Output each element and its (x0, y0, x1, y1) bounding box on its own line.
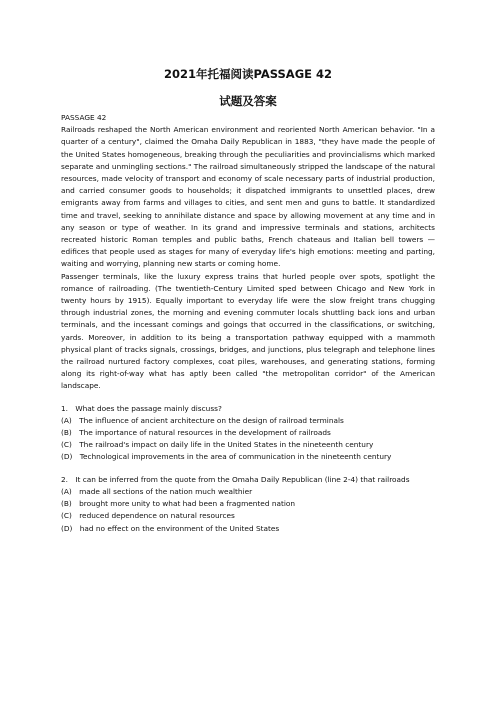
document-title: 2021年托福阅读PASSAGE 42 (163, 67, 333, 81)
question-2-option-c: (C) reduced dependence on natural resources (61, 511, 235, 521)
question-1 (61, 403, 435, 464)
question-1-option-c: (C) The railroad's impact on daily life in the United States in the nineteenth century (61, 440, 374, 450)
document-subtitle: 试题及答案 (219, 94, 277, 108)
question-2-option-d: (D) had no effect on the environment of the United States (61, 523, 280, 533)
question-1-option-b: (B) The importance of natural resources in the development of railroads (61, 428, 331, 438)
question-2-stem: 2. It can be inferred from the quote from the Omaha Daily Republican (line 2-4) that railroads (61, 474, 410, 484)
document-body (61, 112, 435, 535)
question-1-stem: 1. What does the passage mainly discuss? (61, 403, 222, 413)
passage-label: PASSAGE 42 (61, 113, 107, 122)
question-1-option-d: (D) Technological improvements in the area of communication in the nineteenth century (61, 452, 392, 462)
question-2-option-a: (A) made all sections of the nation much wealthier (61, 486, 253, 496)
question-1-option-a: (A) The influence of ancient architecture on the design of railroad terminals (61, 415, 344, 425)
question-2 (61, 474, 435, 535)
passage-paragraph-2: Passenger terminals, like the luxury express trains that hurled people over spots, spotlight the romance of railroading. (The twentieth-Century Limited sped between Chicago and New York in twenty hours by 1915). Equally important to everyday life were the slow freight trans chugging through industrial zones, the morning and evening commuter locals shuttling back ions and urban terminals, and the incessant comings and goings that occurred in the classifications, or switching, yards. Moreover, in addition to its being a transportation pathway equipped with a mammoth physical plant of tracks signals, crossings, bridges, and junctions, plus telegraph and telephone lines the railroad nurtured factory complexes, coat piles, warehouses, and generating stations, forming along its right-of-way what has aptly been called "the metropolitan corridor" of the American landscape. (61, 271, 435, 391)
question-2-option-b: (B) brought more unity to what had been a fragmented nation (61, 499, 296, 509)
passage-paragraph-1: Railroads reshaped the North American environment and reoriented North American behavior. "In a quarter of a century", claimed the Omaha Daily Republican in 1883, "they have made the people of the United States homogeneous, breaking through the peculiarities and provincialisms which marked separate and unmingling sections." The railroad simultaneously stripped the landscape of the natural resources, made velocity of transport and economy of scale necessary parts of industrial production, and carried consumer goods to households; it dispatched immigrants to unsettled places, drew emigrants away from farms and villages to cities, and sent men and guns to battle. It standardized time and travel, seeking to annihilate distance and space by allowing movement at any time and in any season or type of weather. In its grand and impressive terminals and stations, architects recreated historic Roman temples and public baths, French chateaus and Italian bell towers — edifices that people used as stages for many of everyday life's high emotions: meeting and parting, waiting and worrying, planning new starts or coming home. (61, 125, 435, 269)
